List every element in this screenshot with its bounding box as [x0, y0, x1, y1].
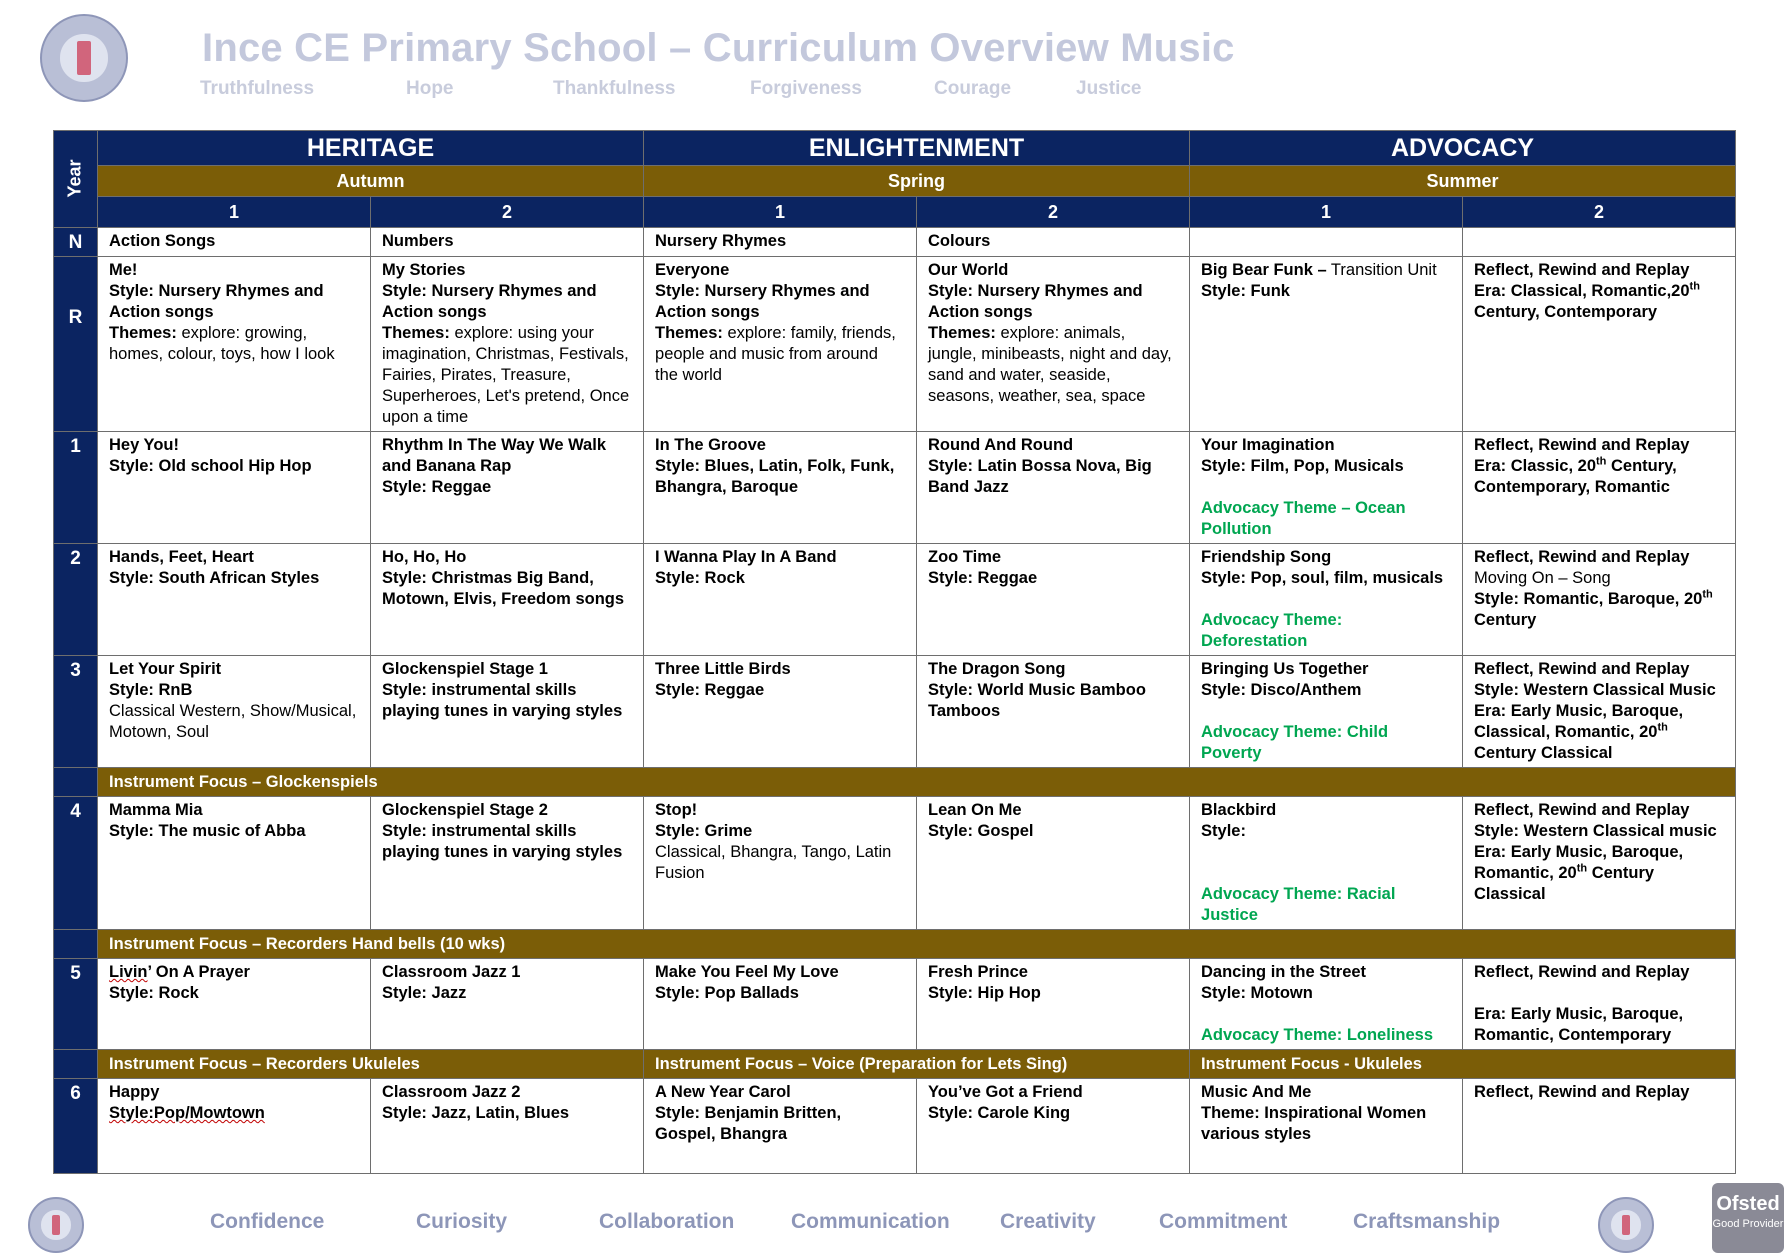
unit-style: Style: Western Classical Music	[1474, 681, 1716, 699]
unit-cell	[1463, 257, 1736, 432]
table-row	[54, 432, 1736, 544]
year-label: 1	[54, 432, 98, 544]
unit-style: Style: Reggae	[382, 478, 492, 496]
year-column-header: Year	[54, 131, 98, 228]
unit-style: Style: instrumental skills playing tunes in varying styles	[382, 822, 623, 861]
year-label: 5	[54, 959, 98, 1050]
themes-label: Themes:	[109, 324, 177, 342]
unit-title: Let Your Spirit	[109, 660, 222, 678]
unit-title: Happy	[109, 1083, 160, 1101]
unit-style: Style: Blues, Latin, Folk, Funk, Bhangra, Baroque	[655, 457, 895, 496]
instrument-focus: Instrument Focus – Recorders Ukuleles	[98, 1050, 644, 1079]
ofsted-subtitle: Good Provider	[1712, 1218, 1784, 1230]
unit-cell	[1190, 257, 1463, 432]
unit-title: Reflect, Rewind and Replay	[1474, 801, 1690, 819]
instrument-focus: Instrument Focus - Ukuleles	[1190, 1050, 1736, 1079]
unit-title: Music And Me	[1201, 1083, 1312, 1101]
half-term-label: 2	[1463, 197, 1736, 228]
unit-title: Reflect, Rewind and Replay	[1474, 436, 1690, 454]
unit-cell	[371, 797, 644, 930]
unit-cell	[1190, 959, 1463, 1050]
themes-label: Themes:	[382, 324, 450, 342]
unit-title: Glockenspiel Stage 2	[382, 801, 548, 819]
unit-note: Transition Unit	[1326, 261, 1437, 279]
themes-text: explore: growing, homes, colour, toys, how I look	[109, 324, 335, 363]
unit-title: Lean On Me	[928, 801, 1022, 819]
unit-cell	[917, 797, 1190, 930]
unit-cell	[917, 432, 1190, 544]
unit-title: Zoo Time	[928, 548, 1002, 566]
season-autumn: Autumn	[98, 166, 644, 197]
unit-style: Style: instrumental skills playing tunes in varying styles	[382, 681, 623, 720]
unit-title: Mamma Mia	[109, 801, 203, 819]
value-curiosity: Curiosity	[416, 1210, 508, 1233]
table-row	[54, 959, 1736, 1050]
unit-era: Era: Early Music, Baroque, Classical, Romantic, 20th Century Classical	[1474, 702, 1684, 762]
unit-title: Reflect, Rewind and Replay	[1474, 963, 1690, 981]
unit-cell	[371, 544, 644, 656]
unit-title: Me!	[109, 261, 138, 279]
themes-label: Themes:	[655, 324, 723, 342]
unit-cell	[1463, 432, 1736, 544]
page-header	[0, 0, 1787, 120]
unit-era: Era: Classical, Romantic,20th Century, Contemporary	[1474, 280, 1700, 321]
unit-title: Reflect, Rewind and Replay	[1474, 1083, 1690, 1101]
season-spring: Spring	[644, 166, 1190, 197]
unit-cell	[98, 432, 371, 544]
instrument-focus: Instrument Focus – Glockenspiels	[98, 768, 1736, 797]
year-label: 3	[54, 656, 98, 768]
unit-themes	[655, 323, 905, 386]
unit-cell	[644, 432, 917, 544]
half-term-label: 2	[917, 197, 1190, 228]
table-row	[54, 656, 1736, 768]
unit-cell	[644, 257, 917, 432]
unit-style: Theme: Inspirational Women various styles	[1201, 1104, 1427, 1143]
table-row	[54, 228, 1736, 257]
unit-cell	[1190, 228, 1463, 257]
unit-cell	[644, 797, 917, 930]
value-truthfulness: Truthfulness	[200, 78, 315, 99]
half-term-label: 2	[371, 197, 644, 228]
unit-cell	[644, 959, 917, 1050]
unit-cell	[1463, 544, 1736, 656]
unit-style: Style: Christmas Big Band, Motown, Elvis, Freedom songs	[382, 569, 625, 608]
unit-cell	[371, 656, 644, 768]
unit-style: Style: Film, Pop, Musicals	[1201, 457, 1404, 475]
unit-style: Style: Grime	[655, 822, 753, 840]
unit-cell	[917, 959, 1190, 1050]
unit-cell	[371, 432, 644, 544]
unit-style: Style: Nursery Rhymes and Action songs	[109, 282, 324, 321]
unit-title-line	[1201, 260, 1451, 281]
unit-themes	[109, 323, 359, 365]
table-row	[54, 544, 1736, 656]
unit-style: Style: Gospel	[928, 822, 1034, 840]
unit-era: Era: Classic, 20th Century, Contemporary, Romantic	[1474, 455, 1677, 496]
unit-title: The Dragon Song	[928, 660, 1066, 678]
unit-style: Style:	[1201, 822, 1246, 840]
school-logo-icon	[40, 14, 128, 102]
year-label: 4	[54, 797, 98, 930]
instrument-focus: Instrument Focus – Recorders Hand bells (10 wks)	[98, 930, 1736, 959]
themes-label: Themes:	[928, 324, 996, 342]
unit-style: Style: Latin Bossa Nova, Big Band Jazz	[928, 457, 1152, 496]
instrument-focus-row	[54, 1050, 1736, 1079]
unit-style: Style: Funk	[1201, 282, 1290, 300]
curriculum-table	[53, 130, 1736, 1174]
unit-style: Style: Nursery Rhymes and Action songs	[928, 282, 1143, 321]
unit-cell: Colours	[917, 228, 1190, 257]
half-term-label: 1	[1190, 197, 1463, 228]
school-logo-icon	[1598, 1197, 1654, 1253]
term-advocacy: ADVOCACY	[1190, 131, 1736, 166]
unit-title: Reflect, Rewind and Replay	[1474, 660, 1690, 678]
value-confidence: Confidence	[210, 1210, 325, 1233]
instrument-focus-row	[54, 930, 1736, 959]
unit-cell	[917, 1079, 1190, 1174]
unit-style: Style: Romantic, Baroque, 20th Century	[1474, 588, 1713, 629]
unit-cell	[98, 544, 371, 656]
unit-cell	[1463, 656, 1736, 768]
value-courage: Courage	[934, 78, 1012, 99]
unit-title: Dancing in the Street	[1201, 963, 1367, 981]
advocacy-theme: Advocacy Theme: Deforestation	[1201, 611, 1343, 650]
unit-title: I Wanna Play In A Band	[655, 548, 837, 566]
unit-title: In The Groove	[655, 436, 766, 454]
unit-title: Bringing Us Together	[1201, 660, 1369, 678]
unit-note: Classical, Bhangra, Tango, Latin Fusion	[655, 843, 892, 882]
unit-cell	[1190, 656, 1463, 768]
unit-cell	[98, 257, 371, 432]
value-thankfulness: Thankfulness	[553, 78, 676, 99]
unit-cell	[371, 257, 644, 432]
unit-style: Style: Pop Ballads	[655, 984, 799, 1002]
unit-cell	[917, 257, 1190, 432]
unit-title: A New Year Carol	[655, 1083, 791, 1101]
unit-cell	[1463, 959, 1736, 1050]
unit-title: Hey You!	[109, 436, 179, 454]
season-summer: Summer	[1190, 166, 1736, 197]
unit-title: Blackbird	[1201, 801, 1277, 819]
unit-cell	[98, 959, 371, 1050]
value-justice: Justice	[1076, 78, 1142, 99]
unit-era: Era: Early Music, Baroque, Romantic, Contemporary	[1474, 1005, 1684, 1044]
unit-cell	[98, 797, 371, 930]
unit-style: Style: Motown	[1201, 984, 1313, 1002]
year-label: 6	[54, 1079, 98, 1174]
unit-style: Style: Pop, soul, film, musicals	[1201, 569, 1444, 587]
unit-title: Reflect, Rewind and Replay	[1474, 548, 1690, 566]
advocacy-theme: Advocacy Theme: Loneliness	[1201, 1026, 1434, 1044]
unit-style: Style:Pop/Mowtown	[109, 1104, 265, 1122]
unit-note: Classical Western, Show/Musical, Motown, Soul	[109, 702, 357, 741]
unit-title: Three Little Birds	[655, 660, 791, 678]
ofsted-badge	[1712, 1183, 1784, 1253]
unit-title: You’ve Got a Friend	[928, 1083, 1083, 1101]
unit-cell	[644, 656, 917, 768]
unit-title: My Stories	[382, 261, 466, 279]
unit-era: Era: Early Music, Baroque, Romantic, 20th Century Classical	[1474, 843, 1684, 903]
unit-title: Make You Feel My Love	[655, 963, 839, 981]
unit-style: Style: RnB	[109, 681, 193, 699]
unit-style: Style: Jazz, Latin, Blues	[382, 1104, 570, 1122]
unit-title: Round And Round	[928, 436, 1074, 454]
unit-title: Our World	[928, 261, 1009, 279]
table-row	[54, 1079, 1736, 1174]
term-enlightenment: ENLIGHTENMENT	[644, 131, 1190, 166]
unit-title: Reflect, Rewind and Replay	[1474, 261, 1690, 279]
unit-cell	[98, 1079, 371, 1174]
unit-style: Style: Benjamin Britten, Gospel, Bhangra	[655, 1104, 842, 1143]
table-row	[54, 797, 1736, 930]
value-hope: Hope	[406, 78, 454, 99]
unit-style: Style: The music of Abba	[109, 822, 306, 840]
unit-cell	[917, 544, 1190, 656]
unit-title: Ho, Ho, Ho	[382, 548, 467, 566]
unit-cell: Numbers	[371, 228, 644, 257]
term-heritage: HERITAGE	[98, 131, 644, 166]
unit-title: Everyone	[655, 261, 730, 279]
unit-style: Style: Old school Hip Hop	[109, 457, 312, 475]
year-label: R	[54, 257, 98, 432]
unit-cell	[1190, 797, 1463, 930]
unit-style: Style: Jazz	[382, 984, 467, 1002]
unit-cell: Action Songs	[98, 228, 371, 257]
value-craftsmanship: Craftsmanship	[1353, 1210, 1501, 1233]
unit-cell	[1190, 432, 1463, 544]
themes-text: explore: family, friends, people and music from around the world	[655, 324, 896, 384]
unit-style: Style: Reggae	[928, 569, 1038, 587]
unit-style: Style: Hip Hop	[928, 984, 1041, 1002]
value-forgiveness: Forgiveness	[750, 78, 862, 99]
unit-cell	[98, 656, 371, 768]
unit-style: Style: Nursery Rhymes and Action songs	[655, 282, 870, 321]
advocacy-theme: Advocacy Theme – Ocean Pollution	[1201, 499, 1406, 538]
unit-title: Classroom Jazz 2	[382, 1083, 521, 1101]
table-row	[54, 257, 1736, 432]
value-creativity: Creativity	[1000, 1210, 1096, 1233]
advocacy-theme: Advocacy Theme: Child Poverty	[1201, 723, 1389, 762]
value-commitment: Commitment	[1159, 1210, 1288, 1233]
themes-text: explore: using your imagination, Christmas, Festivals, Fairies, Pirates, Treasure, Superheroes, Let's pretend, Once upon a time	[382, 324, 630, 426]
unit-cell	[1190, 1079, 1463, 1174]
unit-title: Big Bear Funk –	[1201, 261, 1327, 279]
unit-cell	[644, 544, 917, 656]
unit-themes	[382, 323, 632, 428]
page-title: Ince CE Primary School – Curriculum Overview Music	[202, 26, 1235, 70]
school-logo-icon	[28, 1197, 84, 1253]
instrument-focus: Instrument Focus – Voice (Preparation for Lets Sing)	[644, 1050, 1190, 1079]
unit-title: Your Imagination	[1201, 436, 1335, 454]
instrument-focus-row	[54, 768, 1736, 797]
unit-style: Style: Rock	[109, 984, 199, 1002]
unit-cell	[644, 1079, 917, 1174]
unit-cell	[371, 959, 644, 1050]
unit-style: Style: Nursery Rhymes and Action songs	[382, 282, 597, 321]
unit-title: Classroom Jazz 1	[382, 963, 521, 981]
year-label: N	[54, 228, 98, 257]
unit-style: Style: World Music Bamboo Tamboos	[928, 681, 1146, 720]
ofsted-title: Ofsted	[1716, 1193, 1780, 1215]
unit-title: Hands, Feet, Heart	[109, 548, 254, 566]
unit-cell	[1463, 1079, 1736, 1174]
year-label: 2	[54, 544, 98, 656]
themes-text: explore: animals, jungle, minibeasts, night and day, sand and water, seaside, seasons, weather, sea, space	[928, 324, 1172, 405]
unit-style: Style: Reggae	[655, 681, 765, 699]
unit-cell	[371, 1079, 644, 1174]
unit-themes	[928, 323, 1178, 407]
unit-title: Livin’ On A Prayer	[109, 963, 250, 981]
unit-title: Fresh Prince	[928, 963, 1028, 981]
unit-style: Style: Disco/Anthem	[1201, 681, 1362, 699]
unit-cell: Nursery Rhymes	[644, 228, 917, 257]
unit-title: Rhythm In The Way We Walk and Banana Rap	[382, 436, 606, 475]
unit-note: Moving On – Song	[1474, 569, 1611, 587]
unit-style: Style: Western Classical music	[1474, 822, 1717, 840]
unit-style: Style: Carole King	[928, 1104, 1071, 1122]
unit-title: Stop!	[655, 801, 698, 819]
half-term-label: 1	[644, 197, 917, 228]
unit-cell	[1463, 797, 1736, 930]
unit-style: Style: Rock	[655, 569, 745, 587]
unit-cell	[1463, 228, 1736, 257]
value-collaboration: Collaboration	[599, 1210, 735, 1233]
unit-cell	[1190, 544, 1463, 656]
advocacy-theme: Advocacy Theme: Racial Justice	[1201, 885, 1396, 924]
half-term-label: 1	[98, 197, 371, 228]
unit-title: Friendship Song	[1201, 548, 1332, 566]
unit-title: Glockenspiel Stage 1	[382, 660, 548, 678]
value-communication: Communication	[791, 1210, 950, 1233]
unit-style: Style: South African Styles	[109, 569, 320, 587]
unit-cell	[917, 656, 1190, 768]
